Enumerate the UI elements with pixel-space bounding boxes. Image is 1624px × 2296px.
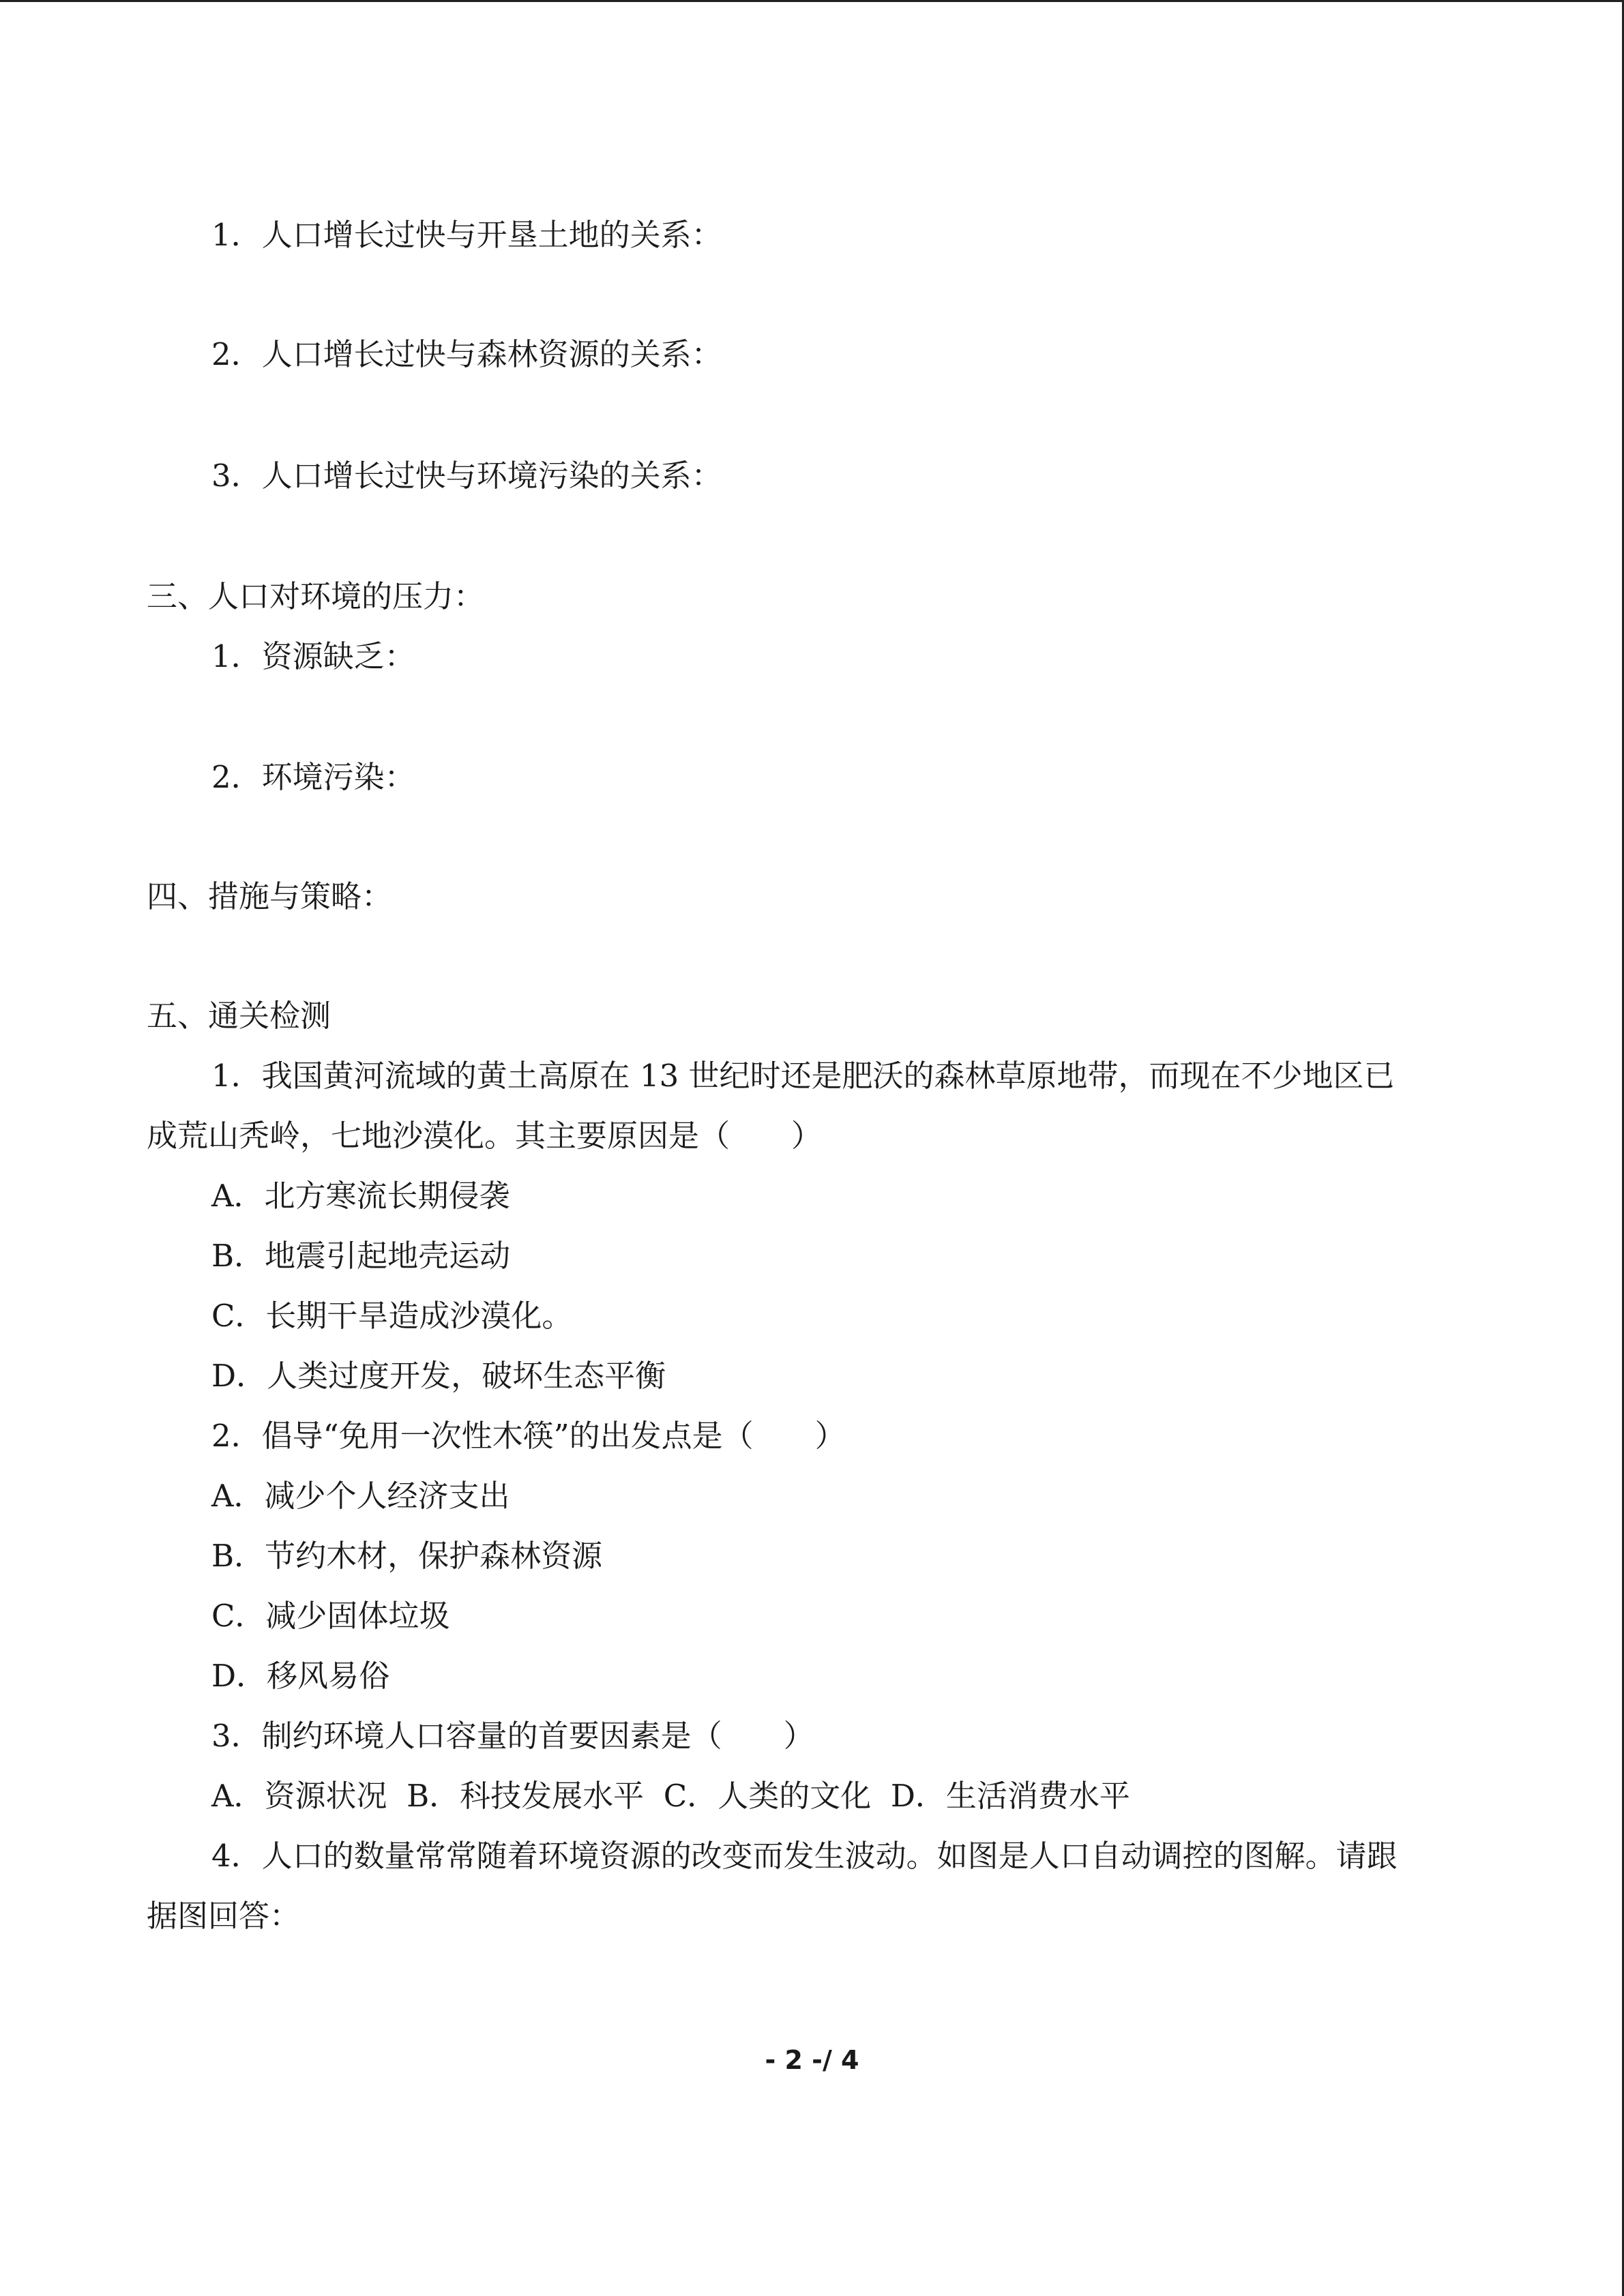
page-top-border <box>0 0 1624 2</box>
section3-heading: 三、人口对环境的压力： <box>147 578 485 614</box>
q3-options: A．资源状况 B．科技发展水平 C．人类的文化 D．生活消费水平 <box>211 1778 1130 1814</box>
q3-stem: 3．制约环境人口容量的首要因素是（ ） <box>211 1718 814 1754</box>
q2-option-c: C．减少固体垃圾 <box>211 1598 450 1634</box>
page-number: - 2 -/ 4 <box>765 2045 859 2075</box>
q4-stem-line1: 4．人口的数量常常随着环境资源的改变而发生波动。如图是人口自动调控的图解。请跟 <box>211 1838 1398 1874</box>
section2-item-2: 2．人口增长过快与森林资源的关系： <box>211 336 722 372</box>
section4-heading: 四、措施与策略： <box>147 878 393 914</box>
section3-item-2: 2．环境污染： <box>211 759 415 795</box>
q1-option-a: A．北方寒流长期侵袭 <box>211 1178 510 1214</box>
section2-item-3: 3．人口增长过快与环境污染的关系： <box>211 458 722 494</box>
q2-option-d: D．移风易俗 <box>211 1658 390 1694</box>
q1-option-b: B．地震引起地壳运动 <box>211 1238 511 1274</box>
q4-stem-line2: 据图回答： <box>147 1898 301 1934</box>
q1-option-d: D．人类过度开发，破坏生态平衡 <box>211 1358 666 1394</box>
q2-option-a: A．减少个人经济支出 <box>211 1478 510 1514</box>
section3-item-1: 1．资源缺乏： <box>211 638 415 674</box>
q1-stem-line2: 成荒山秃岭，七地沙漠化。其主要原因是（ ） <box>147 1118 823 1154</box>
section5-heading: 五、通关检测 <box>147 998 331 1034</box>
q2-stem: 2．倡导“免用一次性木筷”的出发点是（ ） <box>211 1418 846 1454</box>
section2-item-1: 1．人口增长过快与开垦土地的关系： <box>211 217 722 253</box>
q1-stem-line1: 1．我国黄河流域的黄土高原在 13 世纪时还是肥沃的森林草原地带，而现在不少地区已 <box>211 1058 1395 1094</box>
q2-option-b: B．节约木材，保护森林资源 <box>211 1538 603 1574</box>
q1-option-c: C．长期干旱造成沙漠化。 <box>211 1298 573 1334</box>
